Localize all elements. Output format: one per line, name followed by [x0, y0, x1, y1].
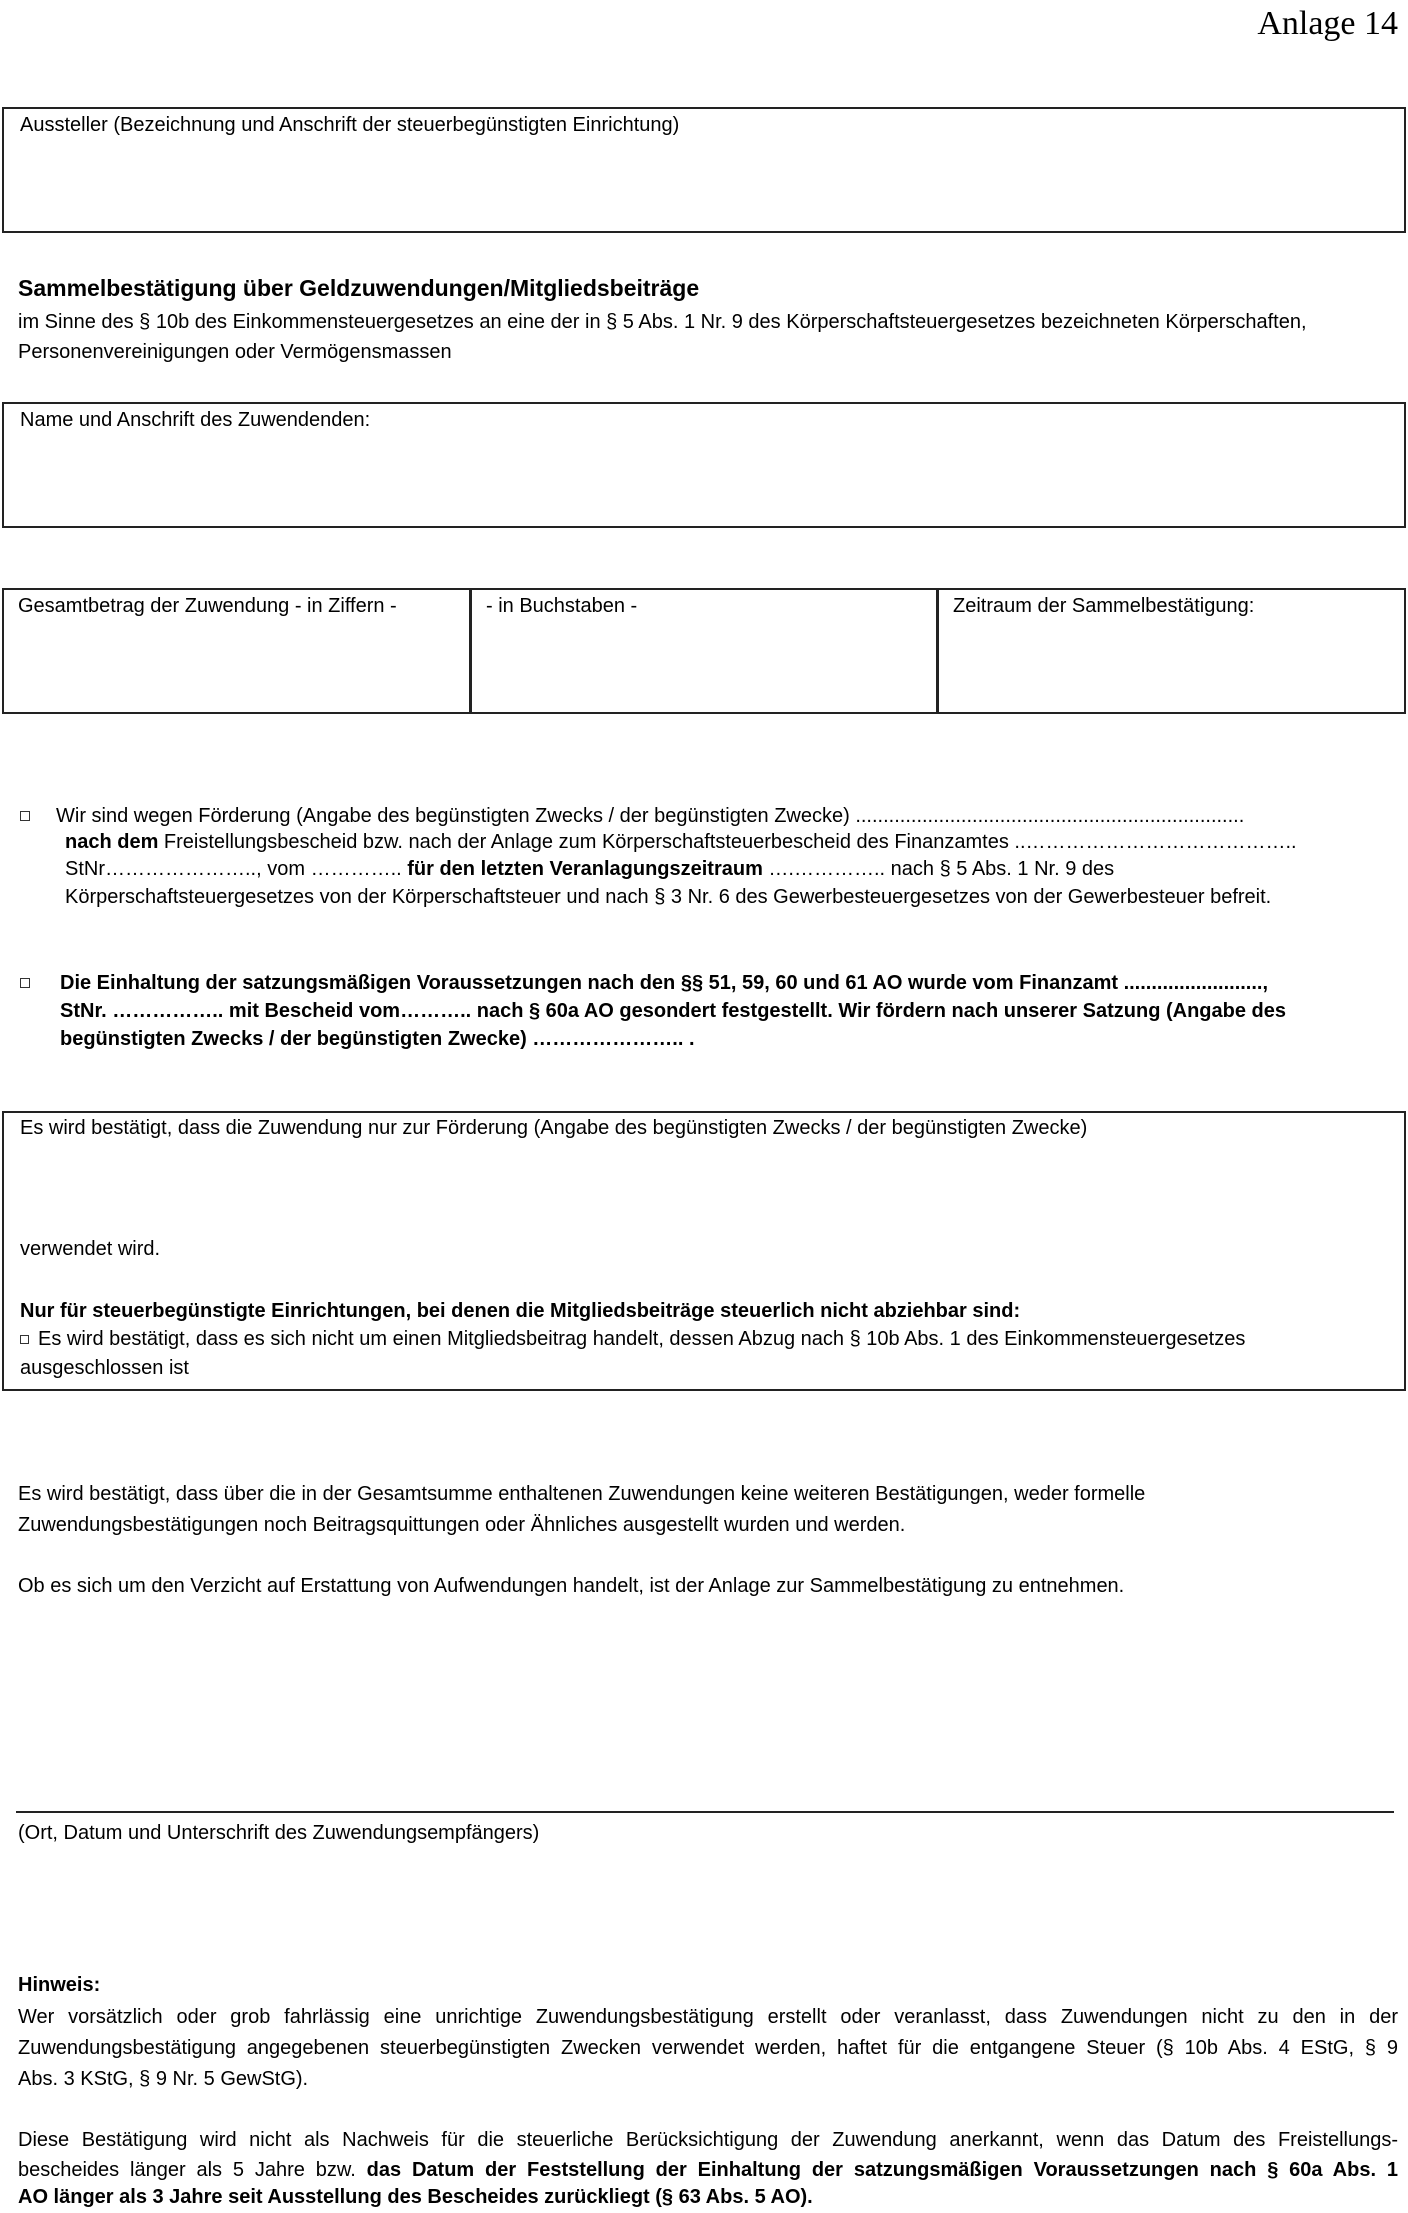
- notice-p2-line2-a: bescheides länger als 5 Jahre bzw.: [18, 2159, 356, 2181]
- waiver-text: Ob es sich um den Verzicht auf Erstattung von Aufwendungen handelt, ist der Anlage zur Sammelbestätigung zu entnehmen.: [18, 1575, 1125, 1597]
- amount-digits-field[interactable]: [4, 590, 469, 712]
- option1-line3-b: ….………….. nach § 5 Abs. 1 Nr. 9 des: [762, 858, 1115, 880]
- option2-line2: StNr. …………….. mit Bescheid vom……….. nach § 60a AO gesondert festgestellt. Wir fördern nach unserer Satzung (Angabe des: [60, 1000, 1286, 1022]
- option1-line4: Körperschaftsteuergesetzes von der Körperschaftsteuer und nach § 3 Nr. 6 des Gewerbesteuergesetzes von der Gewerbesteuer befreit.: [65, 886, 1272, 908]
- option2-checkbox[interactable]: [20, 978, 30, 988]
- option1-checkbox[interactable]: [20, 811, 30, 821]
- notice-p2-line2: [18, 2155, 1398, 2185]
- option1-line2-bold: nach dem: [65, 831, 159, 853]
- notice-heading: Hinweis:: [18, 1974, 101, 1996]
- donor-box[interactable]: [2, 402, 1406, 528]
- usage-line1: Es wird bestätigt, dass die Zuwendung nur zur Förderung (Angabe des begünstigten Zwecks / der begünstigten Zwecke): [20, 1117, 1088, 1139]
- period-field[interactable]: [939, 590, 1403, 712]
- amount-letters-label: - in Buchstaben -: [486, 595, 638, 617]
- membership-note: Nur für steuerbegünstigte Einrichtungen, bei denen die Mitgliedsbeiträge steuerlich nicht abziehbar sind:: [20, 1300, 1021, 1322]
- option1-line3-a: StNr………………….., vom …………..: [65, 858, 402, 880]
- issuer-label: Aussteller (Bezeichnung und Anschrift der steuerbegünstigten Einrichtung): [20, 114, 680, 136]
- option1-line1: Wir sind wegen Förderung (Angabe des begünstigten Zwecks / der begünstigten Zwecke) ......................................................................: [56, 805, 1245, 827]
- notice-p1-line3: Abs. 3 KStG, § 9 Nr. 5 GewStG).: [18, 2068, 309, 2090]
- confirm-line1: Es wird bestätigt, dass über die in der Gesamtsumme enthaltenen Zuwendungen keine weiteren Bestätigungen, weder formelle: [18, 1483, 1146, 1505]
- notice-p1-line1: Wer vorsätzlich oder grob fahrlässig eine unrichtige Zuwendungsbestätigung erstellt oder veranlasst, dass Zuwendungen nicht zu den in der: [18, 2006, 1398, 2028]
- amount-letters-field[interactable]: [472, 590, 936, 712]
- amounts-box: [2, 588, 1406, 714]
- membership-check-line1: Es wird bestätigt, dass es sich nicht um einen Mitgliedsbeitrag handelt, dessen Abzug nach § 10b Abs. 1 des Einkommensteuergesetzes: [38, 1328, 1246, 1350]
- usage-box[interactable]: [2, 1111, 1406, 1391]
- signature-label: (Ort, Datum und Unterschrift des Zuwendungsempfängers): [18, 1822, 540, 1844]
- period-label: Zeitraum der Sammelbestätigung:: [953, 595, 1255, 617]
- notice-p1-line2: Zuwendungsbestätigung angegebenen steuerbegünstigten Zwecken verwendet werden, haftet für die entgangene Steuer (§ 10b Abs. 4 EStG, § 9: [18, 2037, 1398, 2059]
- amount-digits-label: Gesamtbetrag der Zuwendung - in Ziffern -: [18, 595, 397, 617]
- donor-label: Name und Anschrift des Zuwendenden:: [20, 409, 371, 431]
- signature-line[interactable]: [16, 1811, 1394, 1813]
- anlage-label: Anlage 14: [1257, 5, 1398, 42]
- membership-checkbox[interactable]: [20, 1335, 29, 1344]
- form-subtitle-line2: Personenvereinigungen oder Vermögensmassen: [18, 341, 452, 363]
- option1-line3-bold: für den letzten Veranlagungszeitraum: [401, 858, 763, 880]
- option1-line2-rest: Freistellungsbescheid bzw. nach der Anlage zum Körperschaftsteuerbescheid des Finanzamtes ..…………………………………..: [158, 831, 1297, 853]
- confirm-line2: Zuwendungsbestätigungen noch Beitragsquittungen oder Ähnliches ausgestellt wurden und werden.: [18, 1514, 906, 1536]
- option2-line3: begünstigten Zwecks / der begünstigten Zwecke) ………………….. .: [60, 1028, 695, 1050]
- option2-line1: Die Einhaltung der satzungsmäßigen Voraussetzungen nach den §§ 51, 59, 60 und 61 AO wurde vom Finanzamt .........................,: [60, 972, 1269, 994]
- notice-p2-line3: AO länger als 3 Jahre seit Ausstellung des Bescheides zurückliegt (§ 63 Abs. 5 AO).: [18, 2186, 813, 2208]
- issuer-box[interactable]: [2, 107, 1406, 233]
- option1-line3: [65, 854, 1114, 884]
- option1-line2: [65, 827, 1297, 857]
- membership-check-line2: ausgeschlossen ist: [20, 1357, 189, 1379]
- notice-p2-line2-bold: das Datum der Feststellung der Einhaltung der satzungsmäßigen Voraussetzungen nach § 60a Abs. 1: [366, 2159, 1398, 2181]
- notice-p2-line1: Diese Bestätigung wird nicht als Nachweis für die steuerliche Berücksichtigung der Zuwendung anerkannt, wenn das Datum des Freistellungs-: [18, 2129, 1398, 2151]
- usage-line2: verwendet wird.: [20, 1238, 161, 1260]
- form-title: Sammelbestätigung über Geldzuwendungen/Mitgliedsbeiträge: [18, 275, 700, 301]
- form-subtitle-line1: im Sinne des § 10b des Einkommensteuergesetzes an eine der in § 5 Abs. 1 Nr. 9 des Körperschaftsteuergesetzes bezeichneten Körperschaften,: [18, 311, 1307, 333]
